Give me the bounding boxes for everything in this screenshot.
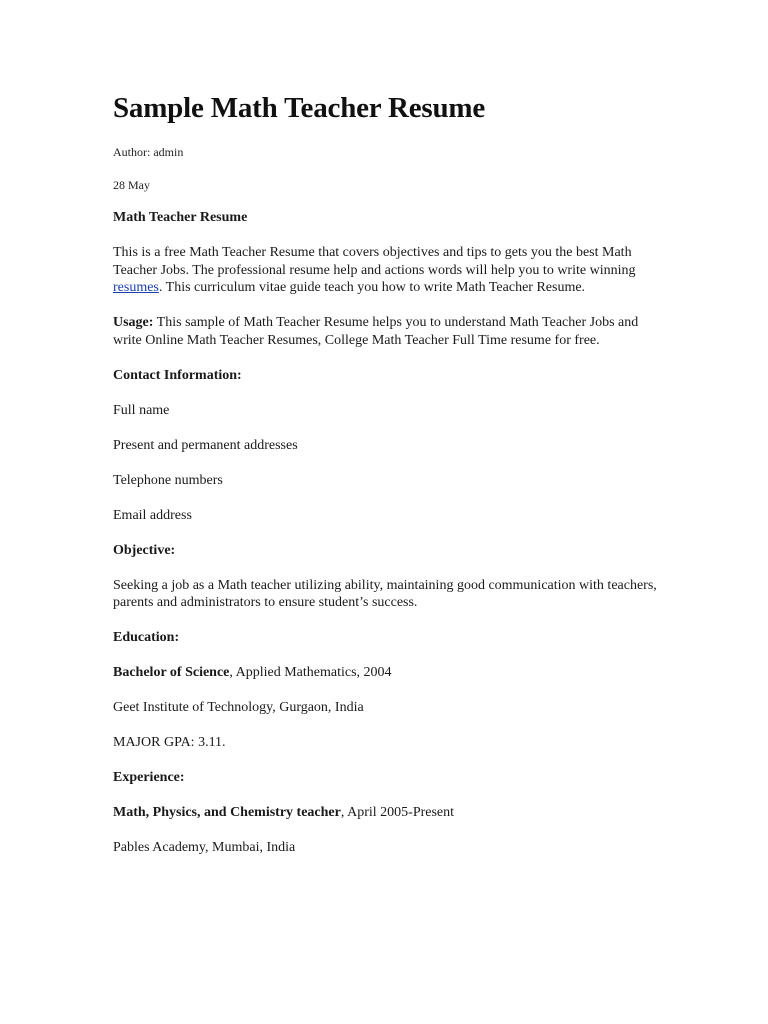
document-page bbox=[113, 88, 658, 874]
date-line: 28 May bbox=[113, 178, 150, 192]
education-gpa: MAJOR GPA: 3.11. bbox=[113, 735, 226, 750]
intro-text-after: . This curriculum vitae guide teach you how to write Math Teacher Resume. bbox=[158, 280, 586, 295]
contact-item-addresses: Present and permanent addresses bbox=[113, 437, 298, 453]
degree-detail: , Applied Mathematics, 2004 bbox=[229, 665, 392, 680]
objective-text: Seeking a job as a Math teacher utilizing ability, maintaining good communication with teachers, parents and administrators to ensure student’s success. bbox=[113, 577, 657, 610]
experience-employer: Pables Academy, Mumbai, India bbox=[113, 840, 296, 855]
contact-heading: Contact Information: bbox=[113, 367, 242, 383]
document-title: Sample Math Teacher Resume bbox=[113, 92, 486, 124]
usage-paragraph bbox=[113, 314, 658, 349]
resumes-link[interactable]: resumes bbox=[113, 280, 159, 295]
degree-name: Bachelor of Science bbox=[113, 665, 230, 680]
contact-item-email: Email address bbox=[113, 507, 192, 523]
intro-text-before: This is a free Math Teacher Resume that covers objectives and tips to gets you the best Math Teacher Jobs. The professional resume help and actions words will help you to write winning bbox=[113, 245, 636, 278]
author-line: Author: admin bbox=[113, 145, 184, 159]
intro-paragraph bbox=[113, 244, 658, 297]
contact-item-telephone: Telephone numbers bbox=[113, 472, 223, 488]
objective-heading: Objective: bbox=[113, 542, 176, 558]
education-degree bbox=[113, 664, 658, 682]
usage-text: This sample of Math Teacher Resume helps you to understand Math Teacher Jobs and write Online Math Teacher Resumes, College Math Teacher Full Time resume for free. bbox=[113, 315, 639, 348]
role-detail: , April 2005-Present bbox=[340, 805, 455, 820]
experience-role bbox=[113, 804, 658, 822]
section-heading: Math Teacher Resume bbox=[113, 210, 248, 225]
usage-label: Usage: bbox=[113, 315, 154, 330]
education-institute: Geet Institute of Technology, Gurgaon, India bbox=[113, 700, 364, 715]
role-name: Math, Physics, and Chemistry teacher bbox=[113, 805, 341, 820]
contact-item-full-name: Full name bbox=[113, 402, 170, 418]
experience-heading: Experience: bbox=[113, 770, 185, 785]
education-heading: Education: bbox=[113, 630, 180, 645]
